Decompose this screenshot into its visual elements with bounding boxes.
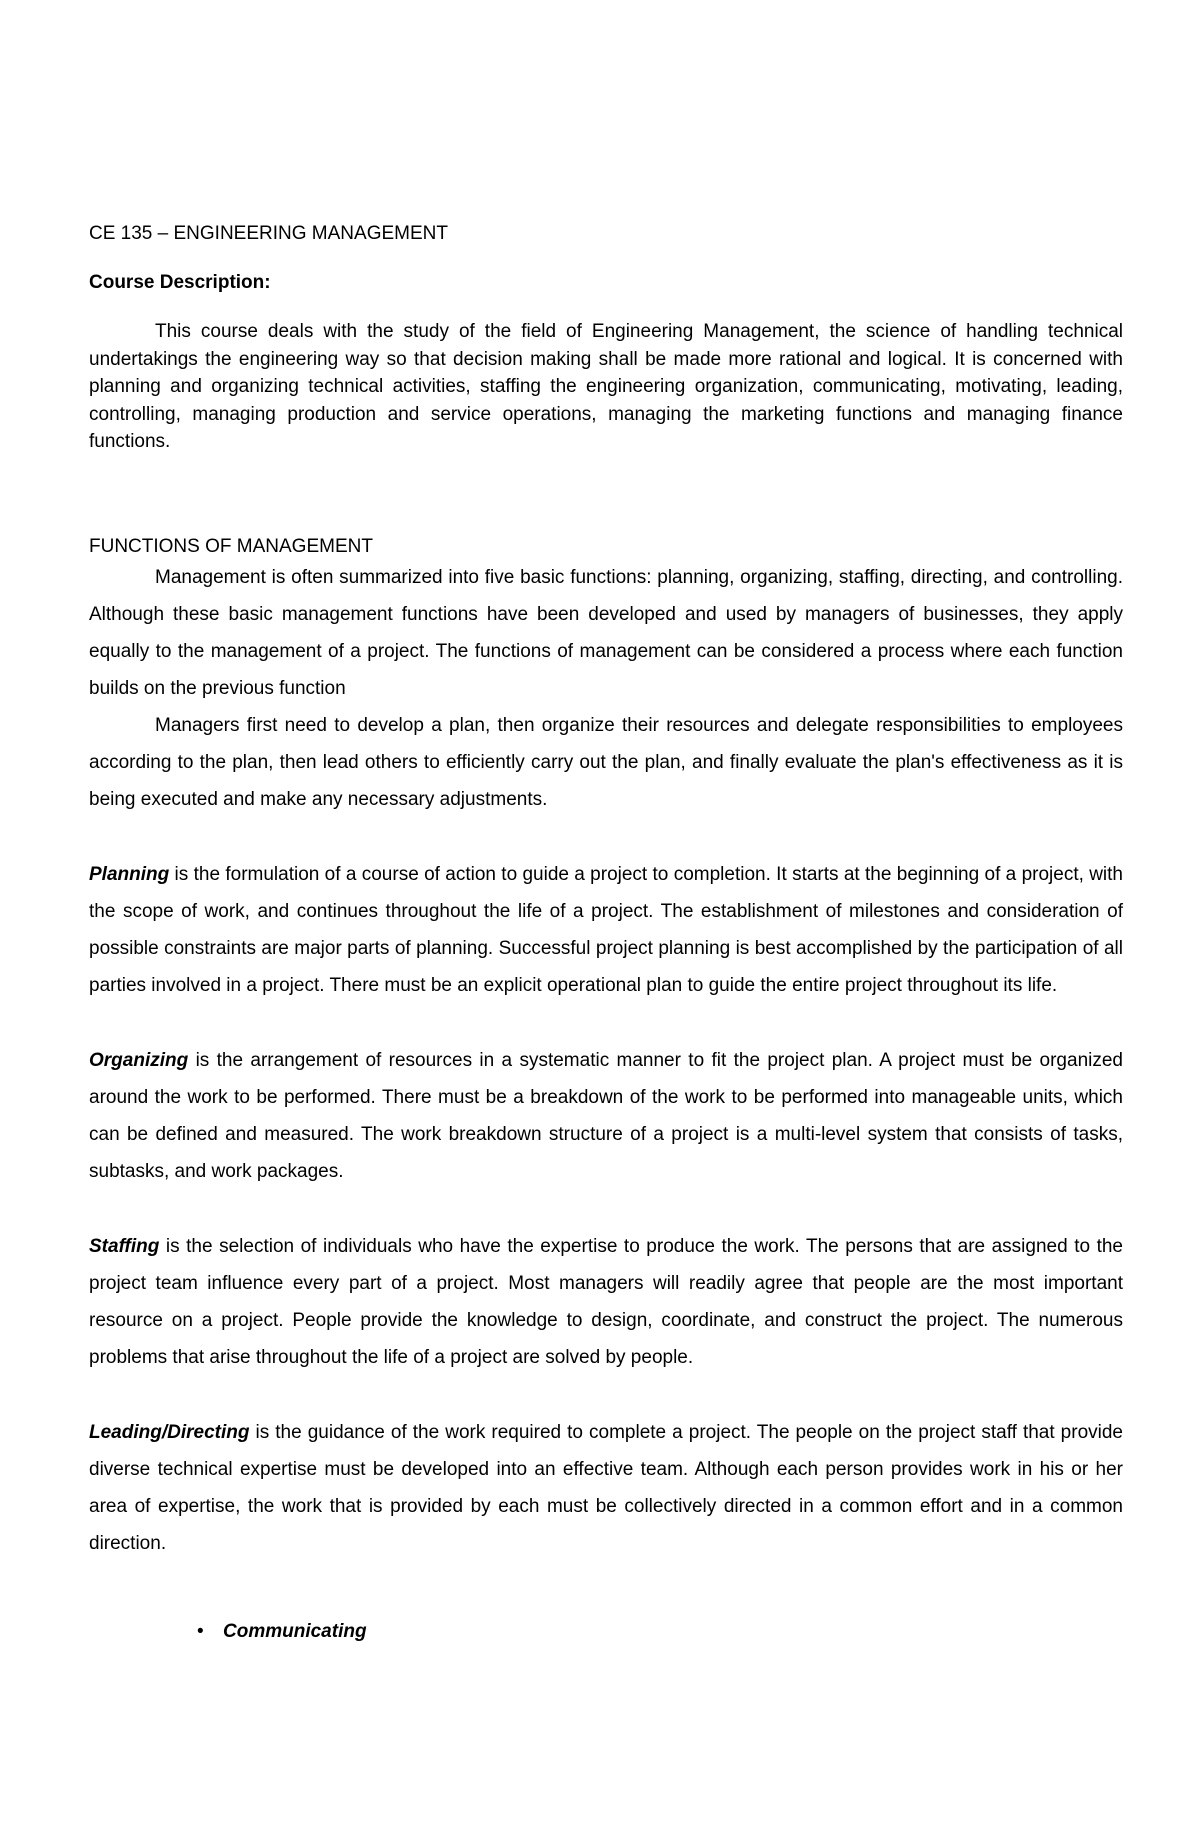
functions-heading: FUNCTIONS OF MANAGEMENT	[89, 535, 373, 557]
leading-directing-paragraph	[89, 1414, 1123, 1562]
functions-intro-paragraph-2: Managers first need to develop a plan, then organize their resources and delegate responsibilities to employees according to the plan, then lead others to efficiently carry out the plan, and finally evaluate the plan's effectiveness as it is being executed and make any necessary adjustments.	[89, 714, 1123, 810]
organizing-paragraph	[89, 1042, 1123, 1190]
course-description-label: Course Description:	[89, 272, 271, 293]
document-title: CE 135 – ENGINEERING MANAGEMENT	[89, 223, 448, 244]
planning-paragraph	[89, 856, 1123, 1004]
leading-directing-term: Leading/Directing	[89, 1421, 250, 1443]
staffing-term: Staffing	[89, 1235, 160, 1257]
document-page	[89, 222, 1123, 1644]
bullet-item-communicating: Communicating	[223, 1620, 367, 1642]
functions-intro-paragraph-1: Management is often summarized into five basic functions: planning, organizing, staffing, directing, and controlling. Although these basic management functions have been developed and used by managers of businesses, they apply equally to the management of a project. The functions of management can be considered a process where each function builds on the previous function	[89, 566, 1123, 699]
staffing-paragraph	[89, 1228, 1123, 1376]
organizing-term: Organizing	[89, 1049, 189, 1071]
planning-term: Planning	[89, 863, 170, 885]
staffing-text: is the selection of individuals who have the expertise to produce the work. The persons that are assigned to the project team influence every part of a project. Most managers will readily agree that people are the most important resource on a project. People provide the knowledge to design, coordinate, and construct the project. The numerous problems that arise throughout the life of a project are solved by people.	[89, 1235, 1123, 1368]
bullet-list-item	[89, 1620, 1123, 1644]
organizing-text: is the arrangement of resources in a systematic manner to fit the project plan. A project must be organized around the work to be performed. There must be a breakdown of the work to be performed into manageable units, which can be defined and measured. The work breakdown structure of a project is a multi-level system that consists of tasks, subtasks, and work packages.	[89, 1049, 1123, 1182]
bullet-icon: •	[197, 1620, 204, 1642]
course-description-paragraph: This course deals with the study of the field of Engineering Management, the science of handling technical undertakings the engineering way so that decision making shall be made more rational and logical. It is concerned with planning and organizing technical activities, staffing the engineering organization, communicating, motivating, leading, controlling, managing production and service operations, managing the marketing functions and managing finance functions.	[89, 321, 1123, 452]
planning-text: is the formulation of a course of action to guide a project to completion. It starts at the beginning of a project, with the scope of work, and continues throughout the life of a project. The establishment of milestones and consideration of possible constraints are major parts of planning. Successful project planning is best accomplished by the participation of all parties involved in a project. There must be an explicit operational plan to guide the entire project throughout its life.	[89, 863, 1123, 996]
leading-directing-text: is the guidance of the work required to complete a project. The people on the project staff that provide diverse technical expertise must be developed into an effective team. Although each person provides work in his or her area of expertise, the work that is provided by each must be collectively directed in a common effort and in a common direction.	[89, 1421, 1123, 1554]
